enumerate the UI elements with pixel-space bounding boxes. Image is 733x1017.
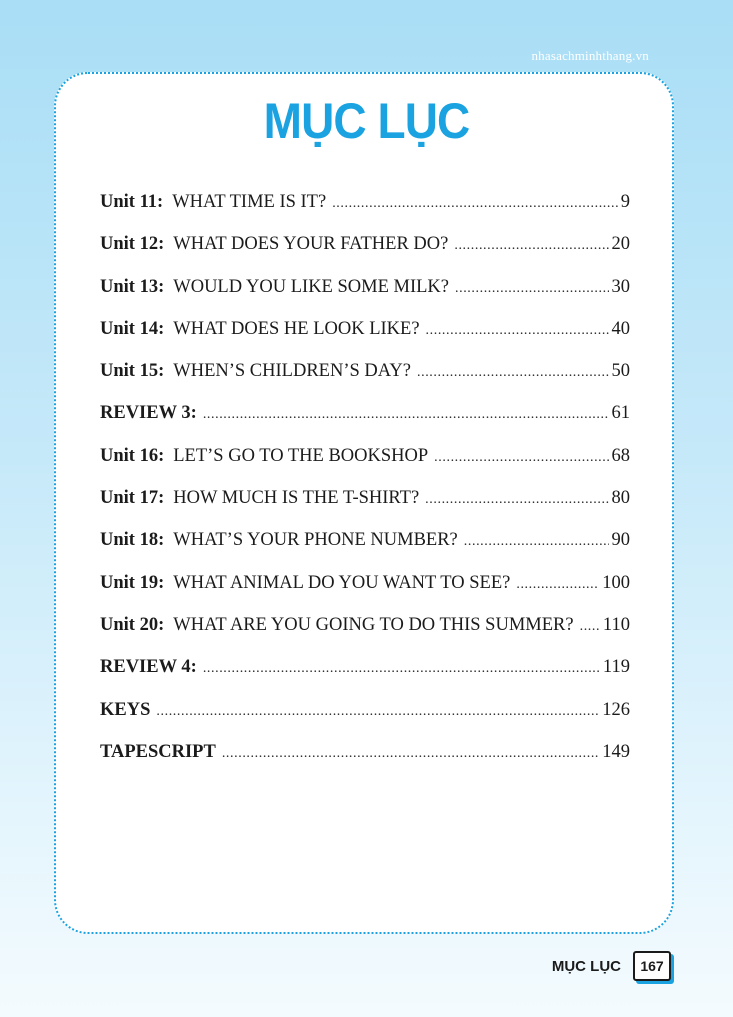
dot-leader <box>455 281 609 297</box>
dot-leader <box>580 619 600 635</box>
toc-label: KEYS <box>100 699 151 720</box>
page-title: MỤC LỤC <box>263 93 470 149</box>
dot-leader <box>417 365 609 381</box>
page-number-badge: 167 <box>633 951 671 981</box>
toc-title: WHEN’S CHILDREN’S DAY? <box>173 361 411 382</box>
toc-label: Unit 13: <box>100 276 165 297</box>
toc-label: REVIEW 3: <box>100 403 197 424</box>
toc-entry-unit-17[interactable] <box>100 488 630 530</box>
toc-page-number: 119 <box>602 657 630 678</box>
toc-title: WHAT ARE YOU GOING TO DO THIS SUMMER? <box>173 614 574 635</box>
toc-label: Unit 12: <box>100 234 165 255</box>
toc-title: WHAT DOES YOUR FATHER DO? <box>173 234 449 255</box>
dot-leader <box>332 196 618 212</box>
toc-page-number: 30 <box>611 276 630 297</box>
toc-page-number: 80 <box>611 488 630 509</box>
toc-page-number: 68 <box>611 445 630 466</box>
toc-entry-unit-15[interactable] <box>100 361 630 403</box>
toc-entry-review-3[interactable] <box>100 403 630 445</box>
toc-entry-unit-19[interactable] <box>100 573 630 615</box>
dot-leader <box>516 577 599 593</box>
footer-section-label: MỤC LỤC <box>551 957 621 975</box>
toc-page-number: 100 <box>602 572 630 593</box>
dot-leader <box>203 407 609 423</box>
toc-page-number: 149 <box>602 741 630 762</box>
toc-label: Unit 14: <box>100 318 165 339</box>
page-footer <box>552 951 671 981</box>
dot-leader <box>464 534 609 550</box>
dot-leader <box>454 238 608 254</box>
toc-label: TAPESCRIPT <box>100 741 216 762</box>
dot-leader <box>222 746 599 762</box>
toc-page-number: 40 <box>611 318 630 339</box>
toc-page-number: 50 <box>611 361 630 382</box>
toc-title: WHAT ANIMAL DO YOU WANT TO SEE? <box>173 572 511 593</box>
toc-entry-unit-20[interactable] <box>100 615 630 657</box>
toc-page-number: 90 <box>611 530 630 551</box>
toc-label: Unit 18: <box>100 530 165 551</box>
toc-page-number: 110 <box>602 614 630 635</box>
toc-entry-unit-11[interactable] <box>100 192 630 234</box>
toc-entry-unit-18[interactable] <box>100 530 630 572</box>
watermark: nhasachminhthang.vn <box>531 48 649 63</box>
toc-title: WHAT DOES HE LOOK LIKE? <box>173 318 420 339</box>
toc-title: WHAT TIME IS IT? <box>172 192 327 212</box>
toc-entry-keys[interactable] <box>100 700 630 742</box>
toc-label: Unit 20: <box>100 614 165 635</box>
toc-entry-tapescript[interactable] <box>100 742 630 784</box>
dot-leader <box>156 704 599 720</box>
toc-entry-unit-16[interactable] <box>100 446 630 488</box>
toc-entry-review-4[interactable] <box>100 657 630 699</box>
toc-label: Unit 19: <box>100 572 165 593</box>
toc-entry-unit-14[interactable] <box>100 319 630 361</box>
dot-leader <box>426 323 609 339</box>
toc-entry-unit-13[interactable] <box>100 277 630 319</box>
table-of-contents <box>100 192 630 784</box>
toc-label: Unit 11: <box>100 192 164 212</box>
toc-page-number: 61 <box>611 403 630 424</box>
toc-label: Unit 17: <box>100 488 165 509</box>
toc-page-number: 20 <box>611 234 630 255</box>
toc-label: REVIEW 4: <box>100 657 197 678</box>
toc-page-number: 9 <box>620 192 630 212</box>
toc-page-number: 126 <box>602 699 630 720</box>
toc-entry-unit-12[interactable] <box>100 234 630 276</box>
toc-label: Unit 16: <box>100 445 165 466</box>
toc-label: Unit 15: <box>100 361 165 382</box>
dot-leader <box>203 661 600 677</box>
dot-leader <box>434 450 608 466</box>
toc-title: HOW MUCH IS THE T-SHIRT? <box>173 488 420 509</box>
toc-title: LET’S GO TO THE BOOKSHOP <box>173 445 429 466</box>
toc-title: WOULD YOU LIKE SOME MILK? <box>173 276 449 297</box>
toc-title: WHAT’S YOUR PHONE NUMBER? <box>173 530 458 551</box>
dot-leader <box>425 492 608 508</box>
